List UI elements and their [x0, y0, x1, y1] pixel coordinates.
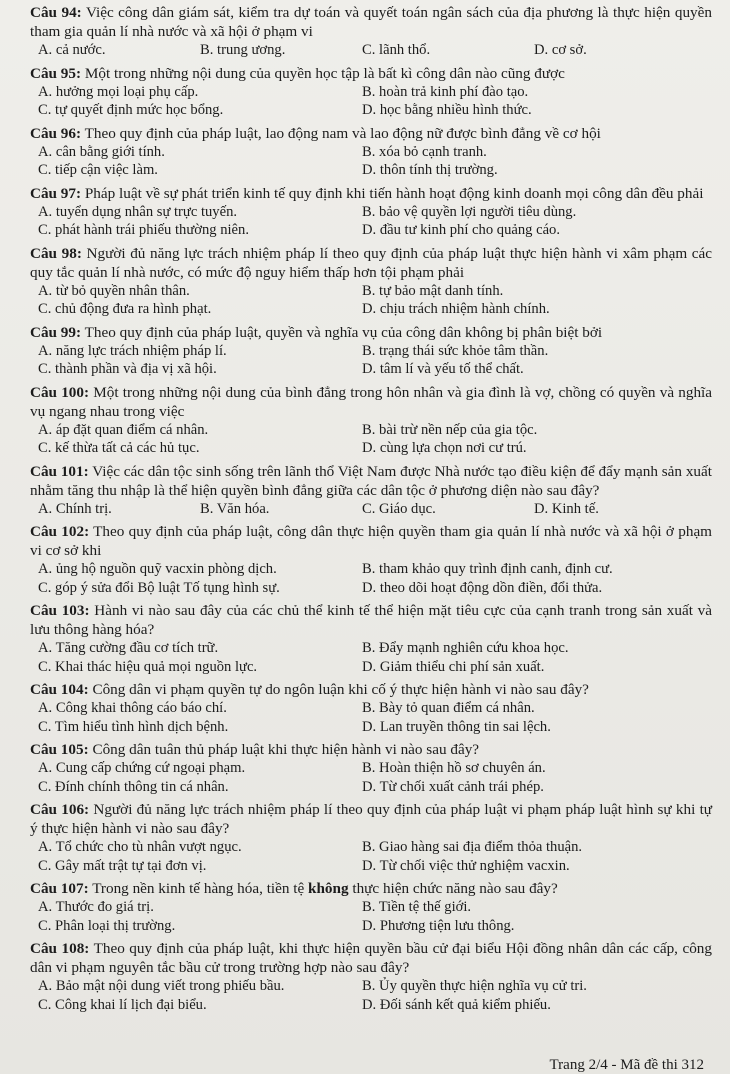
question-stem: [30, 323, 712, 342]
question-label: Câu 105:: [30, 741, 89, 758]
question-text: Trong nền kinh tế hàng hóa, tiền tệ: [92, 880, 309, 897]
question-text: Người đủ năng lực trách nhiệm pháp lí theo quy định của pháp luật thực hiện hành vi xâm phạm các quy tắc quản lí nhà nước, có mức độ nguy hiểm thấp hơn tội phạm phải: [30, 244, 713, 281]
option-b: B. Giao hàng sai địa điểm thỏa thuận.: [362, 839, 583, 855]
question-103: [30, 601, 712, 676]
question-95: [30, 64, 712, 120]
answer-options: [30, 421, 712, 458]
question-stem: [30, 601, 712, 639]
option-b: B. Bày tỏ quan điểm cá nhân.: [362, 700, 535, 716]
question-text: Công dân vi phạm quyền tự do ngôn luận khi cố ý thực hiện hành vi nào sau đây?: [92, 681, 589, 698]
option-b: B. tham khảo quy trình định canh, định cư.: [362, 561, 613, 577]
question-97: [30, 184, 712, 240]
option-b: B. Văn hóa.: [200, 500, 270, 517]
option-a: A. áp đặt quan điểm cá nhân.: [38, 421, 209, 438]
question-text: Công dân tuân thủ pháp luật khi thực hiện hành vi nào sau đây?: [92, 741, 480, 758]
question-text: Pháp luật về sự phát triển kinh tế quy định khi tiến hành hoạt động kinh doanh mọi công dân đều phải: [84, 184, 704, 202]
question-96: [30, 124, 712, 180]
option-c: C. chủ động đưa ra hình phạt.: [38, 301, 212, 317]
option-d: D. Lan truyền thông tin sai lệch.: [362, 718, 551, 735]
question-label: Câu 107:: [30, 880, 89, 897]
option-a: A. Tổ chức cho tù nhân vượt ngục.: [38, 839, 242, 855]
option-d: D. Từ chối xuất cảnh trái phép.: [362, 778, 544, 795]
question-98: [30, 244, 712, 319]
option-d: D. thôn tính thị trường.: [362, 162, 498, 178]
option-a: A. cân bằng giới tính.: [38, 143, 165, 160]
option-c: C. góp ý sửa đổi Bộ luật Tố tụng hình sự.: [38, 579, 280, 596]
question-101: [30, 462, 712, 519]
question-label: Câu 106:: [30, 801, 90, 818]
question-label: Câu 98:: [30, 244, 82, 262]
option-b: B. bảo vệ quyền lợi người tiêu dùng.: [362, 203, 577, 220]
answer-options: [30, 282, 712, 319]
question-100: [30, 383, 712, 458]
question-label: Câu 108:: [30, 940, 90, 957]
question-label: Câu 99:: [30, 323, 82, 341]
option-c: C. Tìm hiểu tình hình dịch bệnh.: [38, 718, 229, 735]
question-stem: [30, 879, 712, 898]
question-stem: [30, 244, 712, 282]
question-label: Câu 100:: [30, 383, 90, 401]
question-102: [30, 522, 712, 597]
question-stem: [30, 939, 712, 977]
option-a: A. Thước đo giá trị.: [38, 899, 154, 915]
option-c: C. kế thừa tất cả các hủ tục.: [38, 440, 200, 456]
option-d: D. Đối sánh kết quả kiểm phiếu.: [362, 996, 551, 1013]
option-a: A. Cung cấp chứng cứ ngoại phạm.: [38, 760, 246, 776]
question-label: Câu 101:: [30, 462, 89, 480]
question-label: Câu 102:: [30, 523, 90, 540]
question-text: Theo quy định của pháp luật, khi thực hiện quyền bầu cử đại biểu Hội đồng nhân dân các cấp, công dân vi phạm nguyên tắc bầu cử trong trường hợp nào sau đây?: [30, 940, 712, 976]
question-text: Theo quy định của pháp luật, công dân thực hiện quyền tham gia quản lí nhà nước và xã hội ở phạm vi cơ sở khi: [30, 523, 712, 559]
option-d: D. đầu tư kinh phí cho quảng cáo.: [362, 222, 560, 238]
option-b: B. Đẩy mạnh nghiên cứu khoa học.: [362, 640, 569, 656]
question-stem: [30, 680, 712, 699]
option-b: B. bài trừ nền nếp của gia tộc.: [362, 421, 538, 438]
answer-options: [30, 838, 712, 875]
answer-options: [30, 203, 712, 240]
option-d: D. tâm lí và yếu tố thể chất.: [362, 361, 524, 377]
option-c: C. Công khai lí lịch đại biểu.: [38, 996, 207, 1013]
question-label: Câu 95:: [30, 64, 82, 82]
answer-options: [30, 977, 712, 1014]
option-b: B. trung ương.: [200, 42, 286, 58]
question-stem: [30, 383, 712, 421]
answer-options: [30, 342, 712, 379]
question-104: [30, 680, 712, 736]
option-d: D. chịu trách nhiệm hành chính.: [362, 301, 550, 317]
option-b: B. hoàn trả kinh phí đào tạo.: [362, 83, 529, 100]
question-emphasis: không: [308, 880, 349, 897]
option-c: C. tự quyết định mức học bổng.: [38, 102, 224, 118]
answer-options: [30, 759, 712, 796]
option-b: B. xóa bỏ cạnh tranh.: [362, 143, 487, 160]
question-text-end: thực hiện chức năng nào sau đây?: [348, 880, 558, 897]
question-text: Hành vi nào sau đây của các chủ thể kinh tế thể hiện mặt tiêu cực của cạnh tranh trong sản xuất và lưu thông hàng hóa?: [30, 602, 712, 638]
question-label: Câu 96:: [30, 124, 82, 142]
answer-options: [30, 500, 712, 519]
answer-options: [30, 143, 712, 180]
option-a: A. cả nước.: [38, 42, 106, 58]
question-stem: [30, 462, 712, 500]
option-a: A. Tăng cường đầu cơ tích trữ.: [38, 640, 219, 656]
option-c: C. Gây mất trật tự tại đơn vị.: [38, 857, 207, 874]
option-a: A. ủng hộ nguồn quỹ vacxin phòng dịch.: [38, 561, 277, 577]
question-text: Người đủ năng lực trách nhiệm pháp lí theo quy định của pháp luật vi phạm pháp luật hình sự khi tự ý thực hiện hành vi nào sau đây?: [30, 801, 713, 837]
option-d: D. cùng lựa chọn nơi cư trú.: [362, 440, 527, 456]
answer-options: [30, 699, 712, 736]
question-text: Việc công dân giám sát, kiểm tra dự toán và quyết toán ngân sách của địa phương là thực hiện quyền tham gia quản lí nhà nước và xã hội ở phạm vi: [30, 4, 712, 40]
question-108: [30, 939, 712, 1014]
answer-options: [30, 560, 712, 597]
option-a: A. Bảo mật nội dung viết trong phiếu bầu.: [38, 978, 285, 994]
option-a: A. năng lực trách nhiệm pháp lí.: [38, 342, 227, 359]
question-107: [30, 879, 712, 935]
question-stem: [30, 64, 712, 83]
question-label: Câu 104:: [30, 681, 89, 698]
question-stem: [30, 3, 712, 41]
option-c: C. Phân loại thị trường.: [38, 917, 176, 934]
question-text: Một trong những nội dung của quyền học tập là bất kì công dân nào cũng được: [84, 64, 565, 82]
option-b: B. tự bảo mật danh tính.: [362, 282, 504, 299]
question-label: Câu 94:: [30, 4, 82, 21]
option-c: C. tiếp cận việc làm.: [38, 162, 158, 178]
option-b: B. Tiền tệ thế giới.: [362, 899, 472, 915]
option-a: A. Công khai thông cáo báo chí.: [38, 700, 227, 716]
option-c: C. phát hành trái phiếu thường niên.: [38, 222, 249, 238]
question-99: [30, 323, 712, 379]
option-d: D. Từ chối việc thử nghiệm vacxin.: [362, 857, 570, 874]
option-a: A. tuyển dụng nhân sự trực tuyến.: [38, 203, 238, 220]
question-stem: [30, 184, 712, 203]
option-c: C. lãnh thổ.: [362, 42, 431, 58]
question-text: Một trong những nội dung của bình đẳng trong hôn nhân và gia đình là vợ, chồng có quyền và nghĩa vụ ngang nhau trong việc: [30, 383, 713, 420]
page-footer: Trang 2/4 - Mã đề thi 312: [549, 1057, 704, 1073]
option-b: B. Hoàn thiện hồ sơ chuyên án.: [362, 760, 546, 776]
question-stem: [30, 124, 712, 143]
option-c: C. Đính chính thông tin cá nhân.: [38, 778, 229, 795]
answer-options: [30, 639, 712, 676]
question-text: Theo quy định của pháp luật, lao động nam và lao động nữ được bình đẳng về cơ hội: [84, 124, 601, 142]
answer-options: [30, 83, 712, 120]
option-d: D. Kinh tế.: [534, 500, 599, 517]
option-a: A. hưởng mọi loại phụ cấp.: [38, 83, 199, 100]
question-106: [30, 800, 712, 875]
option-c: C. Giáo dục.: [362, 500, 436, 517]
option-b: B. Ủy quyền thực hiện nghĩa vụ cử tri.: [362, 978, 587, 994]
answer-options: [30, 898, 712, 935]
option-d: D. cơ sở.: [534, 42, 587, 58]
option-d: D. theo dõi hoạt động dồn điền, đổi thửa.: [362, 579, 603, 596]
answer-options: [30, 41, 712, 60]
question-stem: [30, 740, 712, 759]
question-label: Câu 103:: [30, 602, 90, 619]
question-text: Việc các dân tộc sinh sống trên lãnh thổ Việt Nam được Nhà nước tạo điều kiện để đẩy mạnh sản xuất nhằm tăng thu nhập là thể hiện quyền bình đẳng giữa các dân tộc ở phương diện nào sau đây?: [30, 462, 712, 499]
option-c: C. Khai thác hiệu quả mọi nguồn lực.: [38, 658, 258, 675]
question-text: Theo quy định của pháp luật, quyền và nghĩa vụ của công dân không bị phân biệt bởi: [84, 323, 603, 341]
option-d: D. Giảm thiểu chi phí sản xuất.: [362, 658, 545, 675]
question-stem: [30, 800, 712, 838]
question-94: [30, 3, 712, 60]
option-d: D. Phương tiện lưu thông.: [362, 917, 515, 934]
option-d: D. học bằng nhiều hình thức.: [362, 102, 532, 118]
question-label: Câu 97:: [30, 184, 82, 202]
option-c: C. thành phần và địa vị xã hội.: [38, 361, 217, 377]
question-stem: [30, 522, 712, 560]
option-a: A. từ bỏ quyền nhân thân.: [38, 282, 190, 299]
option-b: B. trạng thái sức khỏe tâm thần.: [362, 342, 549, 359]
question-105: [30, 740, 712, 796]
option-a: A. Chính trị.: [38, 500, 112, 517]
